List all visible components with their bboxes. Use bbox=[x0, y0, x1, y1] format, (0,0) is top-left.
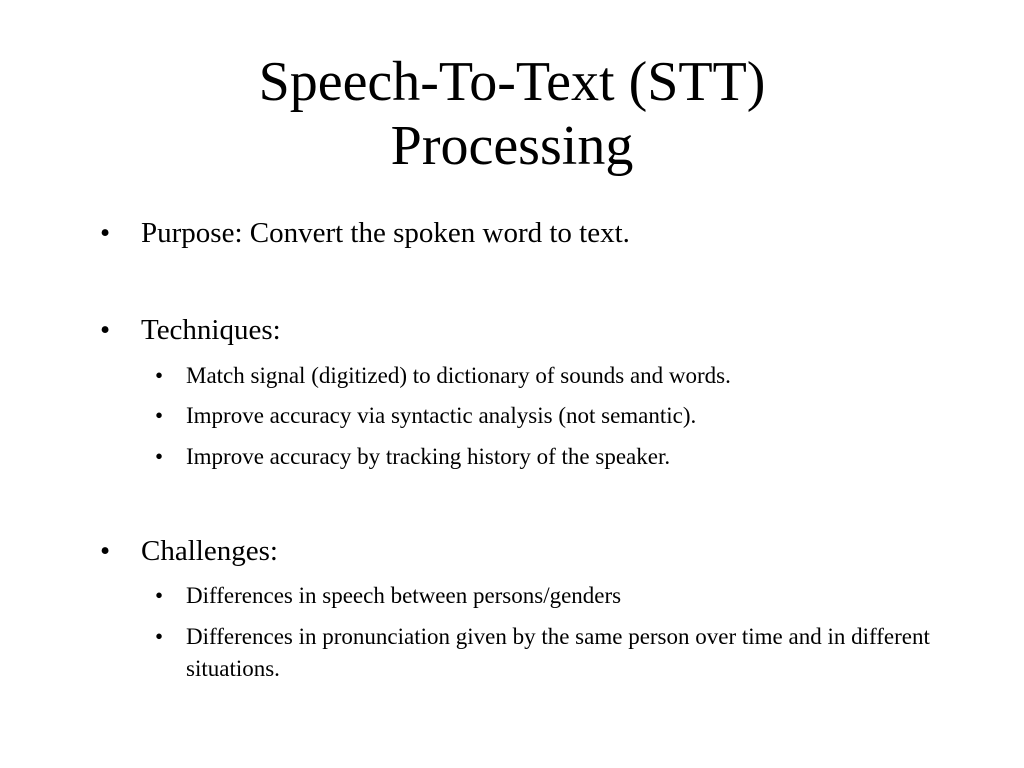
sub-bullet-dot-icon: • bbox=[155, 583, 164, 608]
bullet-dot-icon: • bbox=[100, 217, 111, 249]
sub-bullet-dot-icon: • bbox=[155, 403, 164, 428]
slide-title-line-1: Speech-To-Text (STT) bbox=[258, 51, 766, 113]
bullet-text: Purpose: Convert the spoken word to text. bbox=[141, 217, 630, 249]
sub-bullet-dot-icon: • bbox=[155, 363, 164, 388]
bullet-text: Techniques: bbox=[141, 314, 281, 346]
sub-bullet-text: Differences in pronunciation given by the same person over time and in different situations. bbox=[186, 624, 930, 681]
sub-bullet-text: Improve accuracy by tracking history of the speaker. bbox=[186, 444, 671, 469]
sub-bullet-text: Improve accuracy via syntactic analysis (not semantic). bbox=[186, 403, 697, 428]
sub-bullet-dot-icon: • bbox=[155, 624, 164, 649]
bullet-dot-icon: • bbox=[100, 314, 111, 346]
sub-bullet-text: Differences in speech between persons/genders bbox=[186, 583, 622, 608]
sub-bullet-text: Match signal (digitized) to dictionary of sounds and words. bbox=[186, 363, 731, 388]
sub-bullet-dot-icon: • bbox=[155, 444, 164, 469]
bullet-text: Challenges: bbox=[141, 535, 278, 567]
slide-title-line-2: Processing bbox=[390, 115, 634, 178]
bullet-dot-icon: • bbox=[100, 535, 111, 567]
